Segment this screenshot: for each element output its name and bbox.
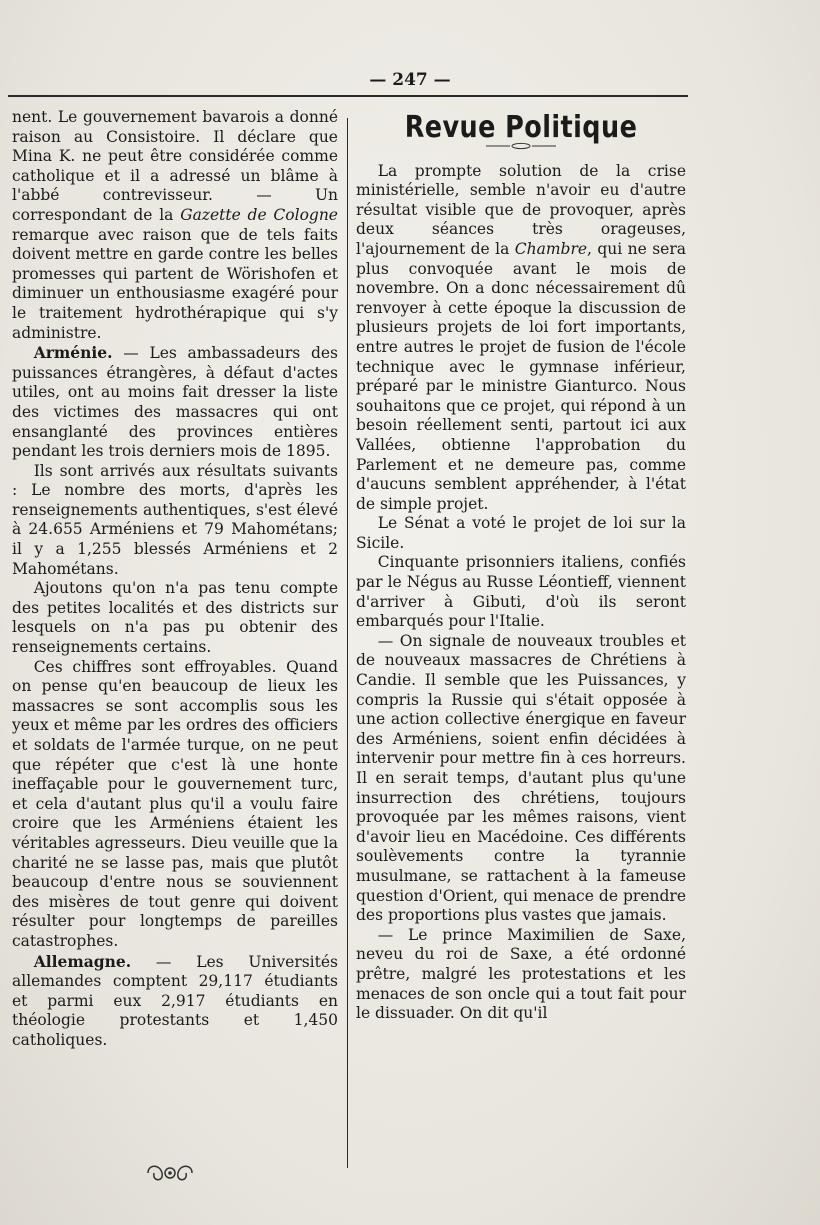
paragraph-text: remarque avec raison que de tels faits doivent mettre en garde contre les belles promesses qui partent de Wörishofen et diminuer un enthousiasme exagéré pour le traitement hydrothérapique qui s'y administre. <box>12 225 338 342</box>
armenie-heading: Arménie. <box>33 343 113 363</box>
politique-paragraph-2: Le Sénat a voté le projet de loi sur la Sicile. <box>356 514 686 552</box>
allemagne-heading: Allemagne. <box>33 951 132 971</box>
allemagne-paragraph <box>12 952 338 1051</box>
page-number: — 247 — <box>369 70 451 90</box>
column-divider <box>347 118 348 1168</box>
politique-paragraph-4: — On signale de nouveaux troubles et de nouveaux massacres de Chrétiens à Candie. Il semble que les Puissances, y compris la Russie qui s'était opposée à une action collective énergique en faveur des Arméniens, soient enfin décidées à intervenir pour mettre fin à ces horreurs. Il en serait temps, d'autant plus qu'une insurrection des chrétiens, toujours provoquée par les mêmes raisons, vient d'avoir lieu en Macédoine. Ces différents soulèvements contre la tyrannie musulmane, se rattachent à la fameuse question d'Orient, qui menace de prendre des proportions plus vastes que jamais. <box>356 631 686 925</box>
politique-paragraph-1 <box>356 162 686 515</box>
armenie-paragraph-4: Ces chiffres sont effroyables. Quand on pense qu'en beaucoup de lieux les massacres se sont accomplis sous les yeux et même par les ordres des officiers et soldats de l'armée turque, on ne peut que répéter que c'est là une honte ineffaçable pour le gouvernement turc, et cela d'autant plus qu'il a voulu faire croire que les Arméniens étaient les véritables agresseurs. Dieu veuille que la charité ne se lasse pas, mais que plutôt beaucoup d'entre nous se souviennent des misères de tout genre qui doivent résulter pour longtemps de pareilles catastrophes. <box>12 657 338 950</box>
paragraph-text: — Les ambassadeurs des puissances étrangères, à défaut d'actes utiles, ont au moins fait dresser la liste des victimes des massacres qui ont ensanglanté des provinces entières pendant les trois derniers mois de 1895. <box>12 344 338 461</box>
paragraph-text: , qui ne sera plus convoquée avant le mois de novembre. On a donc nécessairement dû renvoyer à cette époque la discussion de plusieurs projets de loi fort importants, entre autres le projet de fusion de l'école technique avec le gymnase inférieur, préparé par le ministre Gianturco. Nous souhaitons que ce projet, qui répond à un besoin réellement senti, partout ici aux Vallées, obtienne l'approbation du Parlement et ne demeure pas, comme d'aucuns semblent appréhender, à l'état de simple projet. <box>356 239 686 513</box>
section-title: Revue Politique <box>404 110 638 145</box>
paragraph-text: La prompte solution de la crise ministérielle, semble n'avoir eu d'autre résultat visible que de provoquer, après deux séances très orageuses, l'ajournement de la <box>356 161 686 258</box>
chambre-term: Chambre <box>514 239 588 258</box>
newspaper-name: Gazette de Cologne <box>180 205 338 224</box>
armenie-paragraph-2: Ils sont arrivés aux résultats suivants : Le nombre des morts, d'après les renseignements authentiques, s'est élevé à 24.655 Arméniens et 79 Mahométans; il y a 1,255 blessés Arméniens et 2 Mahométans. <box>12 461 338 578</box>
continued-paragraph <box>12 108 338 343</box>
politique-paragraph-5: — Le prince Maximilien de Saxe, neveu du roi de Saxe, a été ordonné prêtre, malgré les protestations et les menaces de son oncle qui a tout fait pour le dissuader. On dit qu'il <box>356 925 686 1023</box>
left-column <box>12 108 338 1051</box>
paragraph-text: — Les Universités allemandes comptent 29,117 étudiants et parmi eux 2,917 étudiants en théologie protestants et 1,450 catholiques. <box>12 952 338 1049</box>
paragraph-text: nent. Le gouvernement bavarois a donné raison au Consistoire. Il déclare que Mina K. ne peut être considérée comme catholique et il a adressé un blâme à l'abbé contrevisseur. — Un correspondant de la <box>12 108 338 224</box>
armenie-paragraph <box>12 343 338 462</box>
right-column <box>356 108 686 1024</box>
top-rule <box>8 95 688 97</box>
politique-paragraph-3: Cinquante prisonniers italiens, confiés par le Négus au Russe Léontieff, viennent d'arriver à Gibuti, d'où ils seront embarqués pour l'Italie. <box>356 553 686 631</box>
armenie-paragraph-3: Ajoutons qu'on n'a pas tenu compte des petites localités et des districts sur lesquels on n'a pas pu obtenir des renseignements certains. <box>12 579 338 657</box>
ornament-icon <box>140 1160 200 1186</box>
